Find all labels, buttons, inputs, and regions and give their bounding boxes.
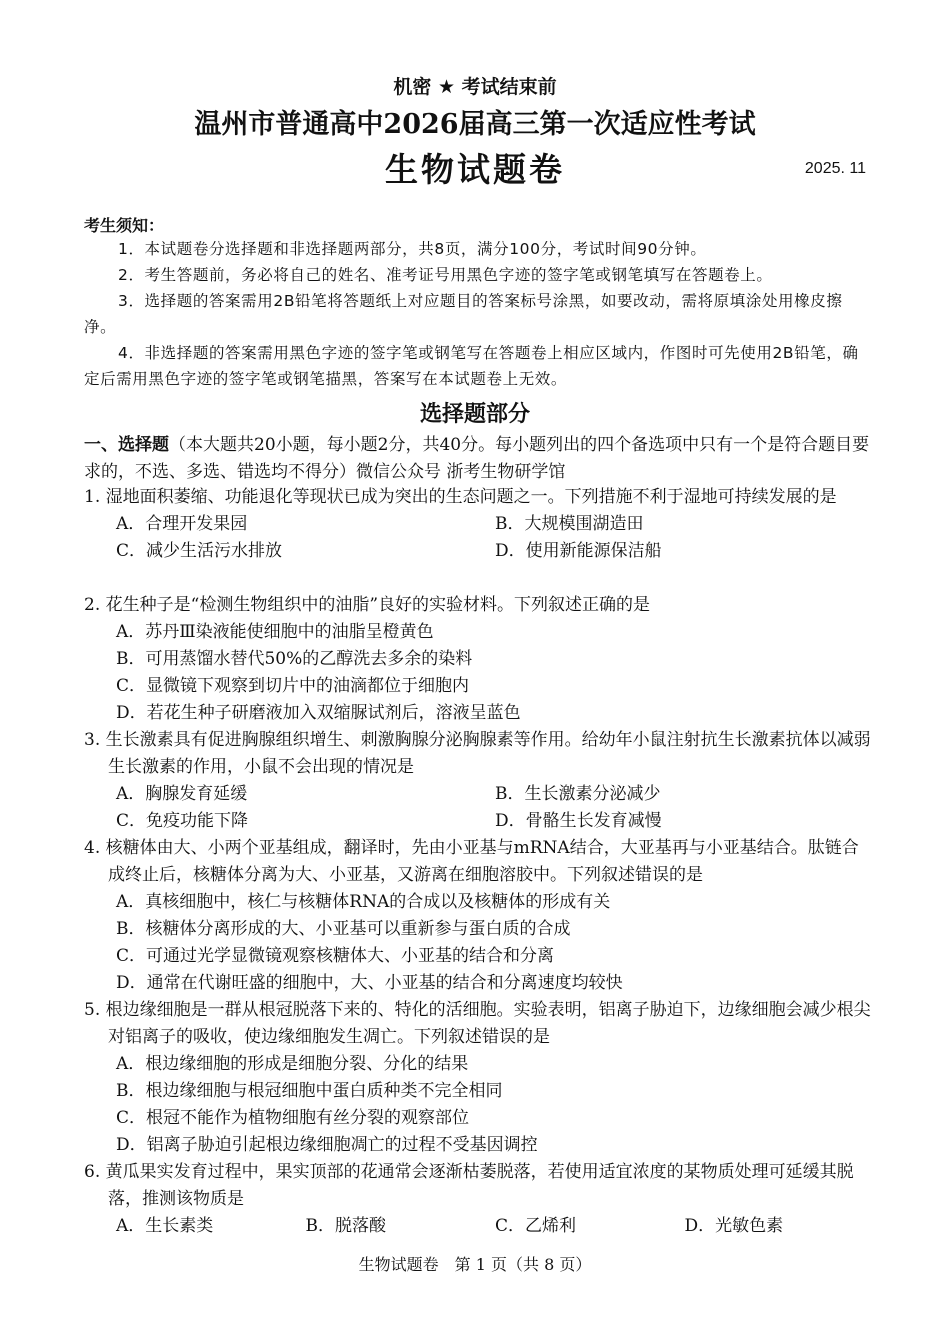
question-stem: 6. 黄瓜果实发育过程中，果实顶部的花通常会逐渐枯萎脱落，若使用适宜浓度的某物质处理可延缓其脱落，推测该物质是	[84, 1162, 854, 1209]
option-c: C．减少生活污水排放	[116, 541, 283, 561]
option-d: D．铝离子胁迫引起根边缘细胞凋亡的过程不受基因调控	[116, 1135, 538, 1155]
question-5	[84, 997, 874, 1159]
option-c: C．免疫功能下降	[116, 811, 249, 831]
option-c: C．显微镜下观察到切片中的油滴都位于细胞内	[116, 676, 470, 696]
confidential-label: 机密 ★ 考试结束前	[393, 76, 557, 98]
option-a: A．胸腺发育延缓	[116, 784, 248, 804]
option-c: C．乙烯利	[495, 1216, 577, 1236]
page-footer: 生物试题卷 第 1 页（共 8 页）	[358, 1255, 592, 1274]
option-a: A．根边缘细胞的形成是细胞分裂、分化的结果	[116, 1054, 469, 1074]
option-b: B．脱落酸	[305, 1216, 386, 1236]
option-a: A．真核细胞中，核仁与核糖体RNA的合成以及核糖体的形成有关	[116, 892, 611, 912]
option-c: C．可通过光学显微镜观察核糖体大、小亚基的结合和分离	[116, 946, 555, 966]
option-b: B．核糖体分离形成的大、小亚基可以重新参与蛋白质的合成	[116, 919, 571, 939]
part-instructions: （本大题共20小题，每小题2分，共40分。每小题列出的四个备选项中只有一个是符合题目要求的，不选、多选、错选均不得分）微信公众号 浙考生物研学馆	[84, 435, 870, 482]
question-stem: 3. 生长激素具有促进胸腺组织增生、刺激胸腺分泌胸腺素等作用。给幼年小鼠注射抗生长激素抗体以减弱生长激素的作用，小鼠不会出现的情况是	[84, 730, 871, 777]
part-heading	[84, 432, 874, 486]
option-c: C．根冠不能作为植物细胞有丝分裂的观察部位	[116, 1108, 470, 1128]
question-4	[84, 835, 874, 997]
notice-heading: 考生须知：	[84, 216, 165, 235]
option-b: B．生长激素分泌减少	[495, 784, 661, 804]
section-title: 选择题部分	[419, 401, 530, 427]
option-d: D．若花生种子研磨液加入双缩脲试剂后，溶液呈蓝色	[116, 703, 521, 723]
exam-subtitle: 生物试题卷	[385, 150, 565, 189]
notice-item: 4．非选择题的答案需用黑色字迹的签字笔或钢笔写在答题卷上相应区域内，作图时可先使用2B铅笔，确定后需用黑色字迹的签字笔或钢笔描黑，答案写在本试题卷上无效。	[84, 344, 859, 388]
question-stem: 2. 花生种子是“检测生物组织中的油脂”良好的实验材料。下列叙述正确的是	[84, 595, 651, 615]
exam-date: 2025. 11	[804, 160, 866, 177]
notice-item: 1．本试题卷分选择题和非选择题两部分，共8页，满分100分，考试时间90分钟。	[118, 240, 707, 258]
notice-item: 3．选择题的答案需用2B铅笔将答题纸上对应题目的答案标号涂黑，如要改动，需将原填涂处用橡皮擦净。	[84, 292, 843, 336]
option-b: B．根边缘细胞与根冠细胞中蛋白质种类不完全相同	[116, 1081, 503, 1101]
notice-item: 2．考生答题前，务必将自己的姓名、准考证号用黑色字迹的签字笔或钢笔填写在答题卷上。	[118, 266, 773, 284]
option-a: A．苏丹Ⅲ染液能使细胞中的油脂呈橙黄色	[116, 622, 434, 642]
option-d: D．光敏色素	[684, 1216, 784, 1236]
option-d: D．使用新能源保洁船	[495, 541, 662, 561]
option-b: B．可用蒸馏水替代50%的乙醇洗去多余的染料	[116, 649, 473, 669]
question-stem: 5. 根边缘细胞是一群从根冠脱落下来的、特化的活细胞。实验表明，铝离子胁迫下，边缘细胞会减少根尖对铝离子的吸收，使边缘细胞发生凋亡。下列叙述错误的是	[84, 1000, 871, 1047]
question-2	[84, 592, 874, 727]
question-6	[84, 1159, 874, 1240]
question-1	[84, 484, 874, 565]
option-a: A．合理开发果园	[116, 514, 248, 534]
question-stem: 1. 湿地面积萎缩、功能退化等现状已成为突出的生态问题之一。下列措施不利于湿地可持续发展的是	[84, 487, 837, 507]
option-b: B．大规模围湖造田	[495, 514, 644, 534]
part-label: 一、选择题	[84, 435, 169, 455]
option-a: A．生长素类	[116, 1216, 214, 1236]
question-3	[84, 727, 874, 835]
option-d: D．骨骼生长发育减慢	[495, 811, 662, 831]
exam-title: 温州市普通高中2026届高三第一次适应性考试	[194, 109, 756, 140]
question-stem: 4. 核糖体由大、小两个亚基组成，翻译时，先由小亚基与mRNA结合，大亚基再与小亚基结合。肽链合成终止后，核糖体分离为大、小亚基，又游离在细胞溶胶中。下列叙述错误的是	[84, 838, 859, 885]
option-d: D．通常在代谢旺盛的细胞中，大、小亚基的结合和分离速度均较快	[116, 973, 623, 993]
